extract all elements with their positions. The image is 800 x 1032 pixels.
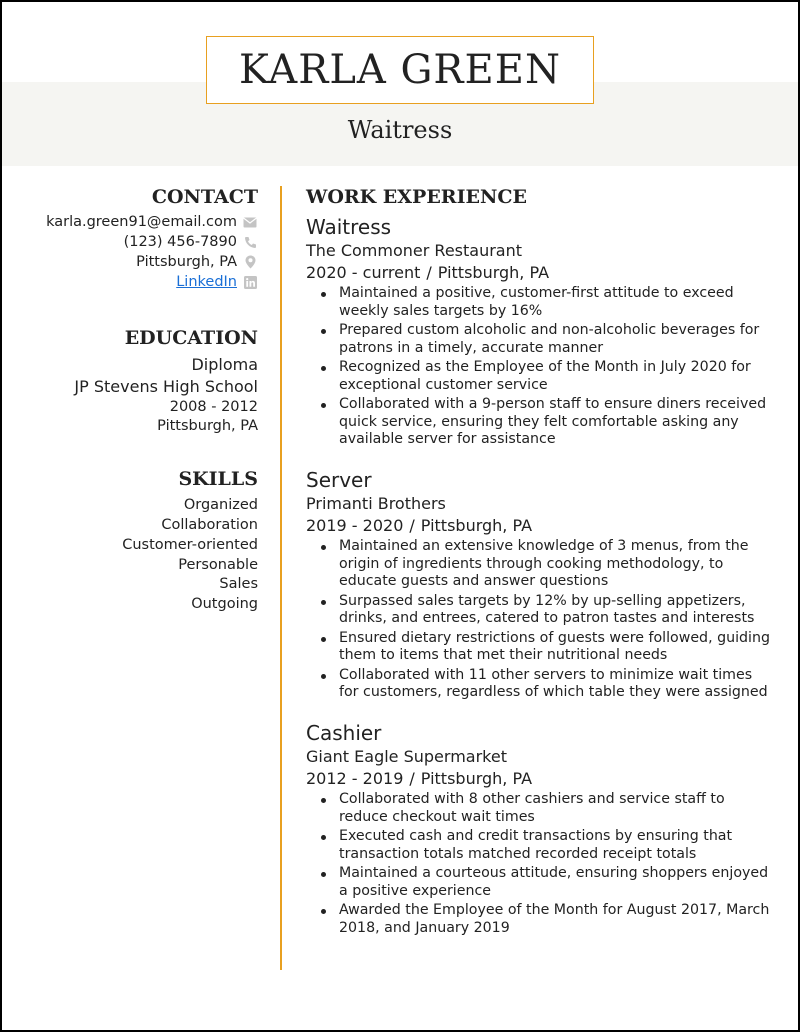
- list-item: Prepared custom alcoholic and non-alcoholic beverages for patrons in a timely, accurate manner: [306, 322, 776, 357]
- job-position: Waitress: [306, 215, 392, 239]
- contact-linkedin[interactable]: [2, 274, 258, 290]
- candidate-name: KARLA GREEN: [239, 47, 561, 93]
- resume-page: [2, 2, 798, 1030]
- job-company: Giant Eagle Supermarket: [306, 747, 507, 766]
- job-dates: 2020 - current: [306, 263, 421, 282]
- education-location: Pittsburgh, PA: [157, 418, 258, 434]
- location-text: Pittsburgh, PA: [136, 254, 237, 270]
- contact-location: [2, 254, 258, 270]
- linkedin-icon[interactable]: [242, 274, 258, 290]
- job-title-header: Waitress: [347, 116, 453, 144]
- job-meta: [306, 515, 776, 536]
- list-item: Collaborated with a 9-person staff to ensure diners received quick service, ensuring they felt comfortable asking any available server for assistance: [306, 396, 776, 449]
- skill-item: Outgoing: [191, 596, 258, 612]
- list-item: Collaborated with 8 other cashiers and service staff to reduce checkout wait times: [306, 791, 776, 826]
- education-heading: EDUCATION: [124, 327, 258, 349]
- list-item: Ensured dietary restrictions of guests were followed, guiding them to items that met their nutritional needs: [306, 630, 776, 665]
- map-pin-icon: [242, 254, 258, 270]
- job-location: Pittsburgh, PA: [437, 263, 550, 282]
- job-meta: [306, 768, 776, 789]
- job-entry: [306, 721, 776, 939]
- meta-separator: /: [409, 769, 415, 788]
- envelope-icon: [242, 214, 258, 230]
- contact-email: [2, 214, 258, 230]
- phone-icon: [242, 234, 258, 250]
- skill-item: Personable: [178, 557, 258, 573]
- job-entry: [306, 215, 776, 451]
- job-dates: 2019 - 2020: [306, 516, 404, 535]
- work-experience-heading: WORK EXPERIENCE: [306, 186, 527, 208]
- job-meta: [306, 262, 776, 283]
- job-bullets: [306, 538, 776, 702]
- list-item: Recognized as the Employee of the Month in July 2020 for exceptional customer service: [306, 359, 776, 394]
- meta-separator: /: [426, 263, 432, 282]
- list-item: Surpassed sales targets by 12% by up-selling appetizers, drinks, and entrees, catered to patron tastes and interests: [306, 593, 776, 628]
- phone-text: (123) 456-7890: [123, 234, 237, 250]
- email-text: karla.green91@email.com: [46, 214, 237, 230]
- job-company: The Commoner Restaurant: [306, 241, 523, 260]
- list-item: Executed cash and credit transactions by ensuring that transaction totals matched recorded receipt totals: [306, 828, 776, 863]
- list-item: Collaborated with 11 other servers to minimize wait times for customers, regardless of which table they were assigned: [306, 667, 776, 702]
- education-degree: Diploma: [191, 355, 258, 374]
- skill-item: Sales: [219, 576, 258, 592]
- skill-item: Collaboration: [161, 517, 258, 533]
- skill-item: Organized: [183, 497, 258, 513]
- education-years: 2008 - 2012: [169, 399, 258, 415]
- column-divider: [280, 186, 282, 970]
- name-box: [206, 36, 594, 104]
- job-bullets: [306, 285, 776, 449]
- job-position: Cashier: [306, 721, 382, 745]
- skills-heading: SKILLS: [178, 468, 258, 490]
- skill-item: Customer-oriented: [122, 537, 258, 553]
- education-school: JP Stevens High School: [74, 377, 258, 396]
- list-item: Maintained a courteous attitude, ensuring shoppers enjoyed a positive experience: [306, 865, 776, 900]
- job-position: Server: [306, 468, 372, 492]
- job-company: Primanti Brothers: [306, 494, 446, 513]
- job-location: Pittsburgh, PA: [420, 516, 533, 535]
- linkedin-link[interactable]: LinkedIn: [176, 274, 237, 290]
- job-entry: [306, 468, 776, 704]
- list-item: Awarded the Employee of the Month for August 2017, March 2018, and January 2019: [306, 902, 776, 937]
- list-item: Maintained an extensive knowledge of 3 menus, from the origin of ingredients through cooking methodology, to educate guests and answer questions: [306, 538, 776, 591]
- job-location: Pittsburgh, PA: [420, 769, 533, 788]
- list-item: Maintained a positive, customer-first attitude to exceed weekly sales targets by 16%: [306, 285, 776, 320]
- job-bullets: [306, 791, 776, 937]
- meta-separator: /: [409, 516, 415, 535]
- job-dates: 2012 - 2019: [306, 769, 404, 788]
- contact-phone: [2, 234, 258, 250]
- contact-heading: CONTACT: [151, 186, 258, 208]
